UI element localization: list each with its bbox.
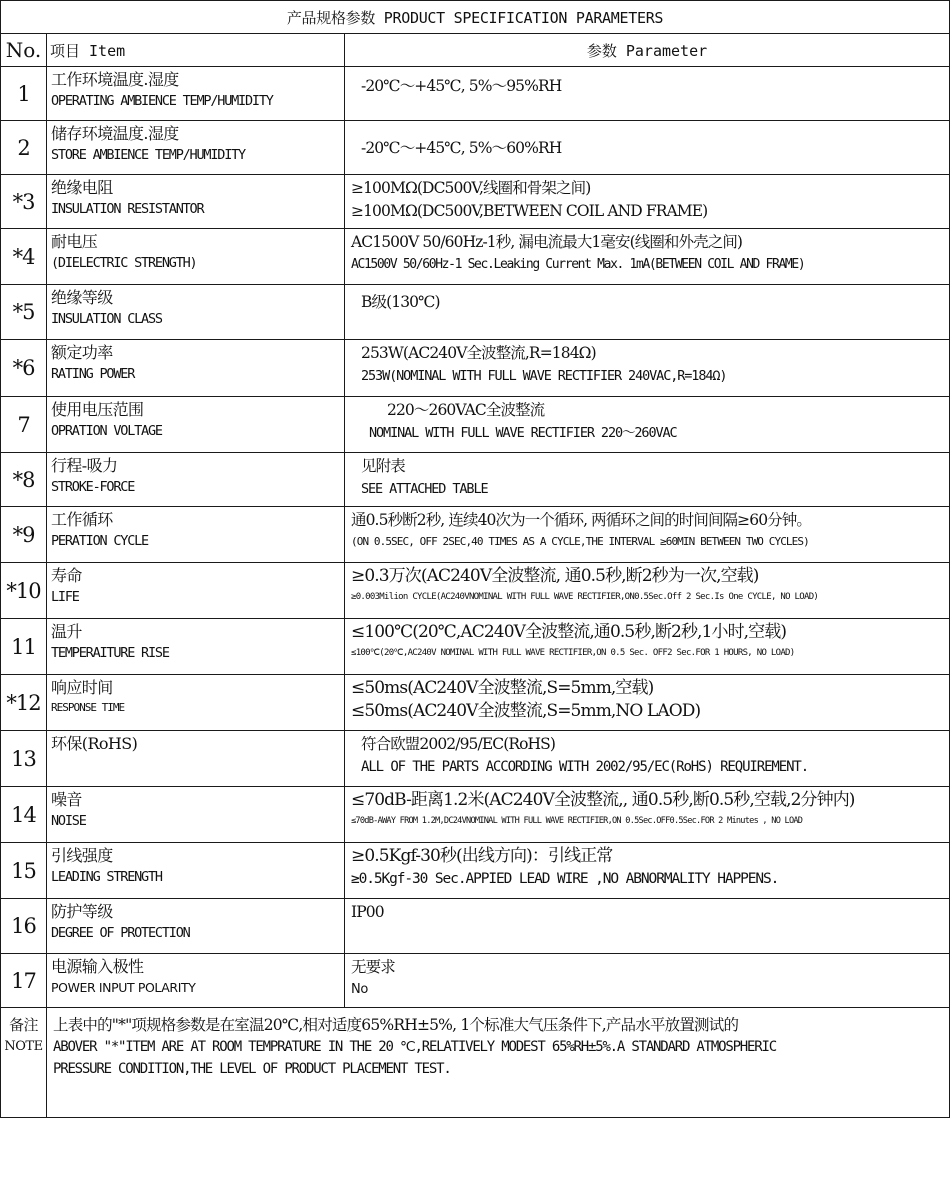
table-row	[1, 563, 950, 619]
note-line-1: 上表中的"*"项规格参数是在室温20℃,相对适度65%RH±5%, 1个标准大气压条件下,产品水平放置测试的	[53, 1016, 739, 1034]
param-line-1: ≤100℃(20℃,AC240V全波整流,通0.5秒,断2秒,1小时,空载)	[351, 622, 787, 642]
item-zh: 耐电压	[51, 232, 98, 251]
param-line-1: 253W(AC240V全波整流,R=184Ω)	[361, 344, 596, 362]
table-row	[1, 121, 950, 175]
table-row	[1, 285, 950, 340]
param-line-2: 253W(NOMINAL WITH FULL WAVE RECTIFIER 240VAC,R=184Ω)	[361, 368, 727, 384]
header-parameter: 参数 Parameter	[345, 34, 950, 67]
item-en: TEMPERAITURE RISE	[51, 645, 169, 661]
param-line-2: SEE ATTACHED TABLE	[361, 481, 488, 497]
row-no: 1	[1, 67, 47, 121]
row-no: *9	[1, 507, 47, 563]
note-row	[1, 1008, 950, 1118]
row-param	[345, 397, 950, 453]
row-item	[47, 285, 345, 340]
note-line-3: PRESSURE CONDITION,THE LEVEL OF PRODUCT PLACEMENT TEST.	[53, 1061, 451, 1077]
title-row	[1, 1, 950, 34]
param-line-2: No	[351, 982, 369, 997]
row-no: 13	[1, 731, 47, 787]
param-line-1: AC1500V 50/60Hz-1秒, 漏电流最大1毫安(线圈和外壳之间)	[351, 233, 743, 251]
item-en: LEADING STRENGTH	[51, 869, 162, 885]
row-item	[47, 899, 345, 954]
item-en: STROKE-FORCE	[51, 479, 135, 495]
item-en: RATING POWER	[51, 366, 135, 382]
item-en: OPRATION VOLTAGE	[51, 423, 162, 439]
param-line-1: ≥0.5Kgf-30秒(出线方向)：引线正常	[351, 846, 613, 866]
param-line-2: ≥0.5Kgf-30 Sec.APPIED LEAD WIRE ,NO ABNORMALITY HAPPENS.	[351, 871, 779, 887]
item-zh: 使用电压范围	[51, 400, 144, 419]
table-row	[1, 843, 950, 899]
header-no: No.	[1, 34, 47, 67]
row-param	[345, 340, 950, 397]
table-row	[1, 507, 950, 563]
row-param	[345, 453, 950, 507]
row-param	[345, 121, 950, 175]
row-item	[47, 843, 345, 899]
row-item	[47, 731, 345, 787]
item-zh: 行程-吸力	[51, 456, 118, 475]
table-row	[1, 954, 950, 1008]
table-row	[1, 787, 950, 843]
row-no: 11	[1, 619, 47, 675]
row-item	[47, 619, 345, 675]
row-no: 15	[1, 843, 47, 899]
param-line-1: -20℃～+45℃, 5%～60%RH	[361, 139, 562, 157]
table-row	[1, 899, 950, 954]
item-zh: 防护等级	[51, 902, 113, 921]
row-param	[345, 843, 950, 899]
param-line-2: ≤100℃(20℃,AC240V NOMINAL WITH FULL WAVE RECTIFIER,ON 0.5 Sec. OFF2 Sec.FOR 1 HOURS, NO LOAD)	[351, 648, 795, 658]
row-param	[345, 675, 950, 731]
header-item: 项目 Item	[47, 34, 345, 67]
row-no: *10	[1, 563, 47, 619]
item-zh: 额定功率	[51, 343, 113, 362]
row-item	[47, 67, 345, 121]
row-no: 2	[1, 121, 47, 175]
row-param	[345, 229, 950, 285]
row-no: *8	[1, 453, 47, 507]
row-param	[345, 899, 950, 954]
row-item	[47, 507, 345, 563]
row-item	[47, 121, 345, 175]
row-param	[345, 563, 950, 619]
item-en: (DIELECTRIC STRENGTH)	[51, 255, 197, 271]
table-row	[1, 229, 950, 285]
note-label-en: NOTE	[4, 1039, 43, 1054]
note-line-2: ABOVER "*"ITEM ARE AT ROOM TEMPRATURE IN THE 20 ℃,RELATIVELY MODEST 65%RH±5%.A STANDARD ATMOSPHERIC	[53, 1039, 776, 1055]
item-zh: 储存环境温度.湿度	[51, 124, 179, 143]
row-param	[345, 67, 950, 121]
param-line-1: ≤70dB-距离1.2米(AC240V全波整流,, 通0.5秒,断0.5秒,空载,2分钟内)	[351, 790, 855, 810]
row-no: 14	[1, 787, 47, 843]
row-param	[345, 954, 950, 1008]
table-row	[1, 67, 950, 121]
row-param	[345, 731, 950, 787]
table-row	[1, 340, 950, 397]
param-line-1: 无要求	[351, 958, 395, 976]
param-line-1: 220～260VAC全波整流	[387, 401, 545, 419]
row-no: *3	[1, 175, 47, 229]
table-row	[1, 675, 950, 731]
row-param	[345, 507, 950, 563]
row-no: 7	[1, 397, 47, 453]
row-item	[47, 787, 345, 843]
param-line-1: B级(130℃)	[361, 293, 440, 311]
item-en: RESPONSE TIME	[51, 701, 125, 714]
item-zh: 绝缘等级	[51, 288, 113, 307]
item-zh: 噪音	[51, 790, 82, 809]
item-zh: 工作循环	[51, 510, 113, 529]
param-line-1: ≤50ms(AC240V全波整流,S=5mm,空载)	[351, 678, 654, 698]
item-en: DEGREE OF PROTECTION	[51, 925, 190, 941]
param-line-1: 通0.5秒断2秒, 连续40次为一个循环, 两循环之间的时间间隔≥60分钟。	[351, 511, 811, 529]
item-zh: 响应时间	[51, 678, 113, 697]
row-item	[47, 340, 345, 397]
row-item	[47, 563, 345, 619]
item-en: NOISE	[51, 813, 86, 829]
row-no: *12	[1, 675, 47, 731]
item-zh: 引线强度	[51, 846, 113, 865]
row-item	[47, 175, 345, 229]
param-line-2: ≤70dB-AWAY FROM 1.2M,DC24VNOMINAL WITH FULL WAVE RECTIFIER,ON 0.5Sec.OFF0.5Sec.FOR 2 Minutes , NO LOAD	[351, 816, 803, 826]
item-zh: 寿命	[51, 566, 82, 585]
table-row	[1, 397, 950, 453]
param-line-1: IP00	[351, 903, 384, 921]
table-row	[1, 175, 950, 229]
row-param	[345, 285, 950, 340]
row-item	[47, 675, 345, 731]
row-param	[345, 619, 950, 675]
table-title: 产品规格参数 PRODUCT SPECIFICATION PARAMETERS	[1, 1, 950, 34]
param-line-1: ≥100MΩ(DC500V,线圈和骨架之间)	[351, 179, 591, 197]
note-body	[47, 1008, 950, 1118]
item-en: OPERATING AMBIENCE TEMP/HUMIDITY	[51, 93, 273, 109]
row-no: 17	[1, 954, 47, 1008]
row-no: 16	[1, 899, 47, 954]
param-line-2: NOMINAL WITH FULL WAVE RECTIFIER 220～260VAC	[369, 425, 677, 441]
item-zh: 工作环境温度.湿度	[51, 70, 179, 89]
note-label	[1, 1008, 47, 1118]
item-en: LIFE	[51, 589, 79, 605]
item-en: PERATION CYCLE	[51, 533, 148, 549]
param-line-2: ≤50ms(AC240V全波整流,S=5mm,NO LAOD)	[351, 701, 701, 721]
item-en: INSULATION RESISTANTOR	[51, 201, 204, 217]
item-en: STORE AMBIENCE TEMP/HUMIDITY	[51, 147, 245, 163]
row-param	[345, 175, 950, 229]
param-line-1: 见附表	[361, 457, 405, 475]
param-line-2: AC1500V 50/60Hz-1 Sec.Leaking Current Max. 1mA(BETWEEN COIL AND FRAME)	[351, 257, 805, 272]
item-zh: 绝缘电阻	[51, 178, 113, 197]
param-line-2: ≥100MΩ(DC500V,BETWEEN COIL AND FRAME)	[351, 202, 708, 220]
item-zh: 温升	[51, 622, 82, 641]
item-zh: 环保(RoHS)	[51, 734, 138, 753]
row-item	[47, 453, 345, 507]
param-line-2: ALL OF THE PARTS ACCORDING WITH 2002/95/EC(RoHS) REQUIREMENT.	[361, 759, 809, 775]
note-label-zh: 备注	[9, 1016, 38, 1034]
row-param	[345, 787, 950, 843]
row-item	[47, 229, 345, 285]
param-line-2: ≥0.003Milion CYCLE(AC240VNOMINAL WITH FULL WAVE RECTIFIER,ON0.5Sec.Off 2 Sec.Is One CYCLE, NO LOAD)	[351, 592, 819, 602]
row-no: *4	[1, 229, 47, 285]
item-zh: 电源输入极性	[51, 957, 144, 976]
param-line-2: (ON 0.5SEC, OFF 2SEC,40 TIMES AS A CYCLE,THE INTERVAL ≥60MIN BETWEEN TWO CYCLES)	[351, 535, 809, 548]
param-line-1: 符合欧盟2002/95/EC(RoHS)	[361, 735, 556, 753]
item-en: POWER INPUT POLARITY	[51, 980, 196, 995]
row-no: *6	[1, 340, 47, 397]
row-item	[47, 954, 345, 1008]
param-line-1: ≥0.3万次(AC240V全波整流, 通0.5秒,断2秒为一次,空载)	[351, 566, 759, 586]
table-row	[1, 453, 950, 507]
header-row	[1, 34, 950, 67]
table-row	[1, 731, 950, 787]
row-item	[47, 397, 345, 453]
table-row	[1, 619, 950, 675]
row-no: *5	[1, 285, 47, 340]
item-en: INSULATION CLASS	[51, 311, 162, 327]
param-line-1: -20℃～+45℃, 5%～95%RH	[361, 77, 562, 95]
